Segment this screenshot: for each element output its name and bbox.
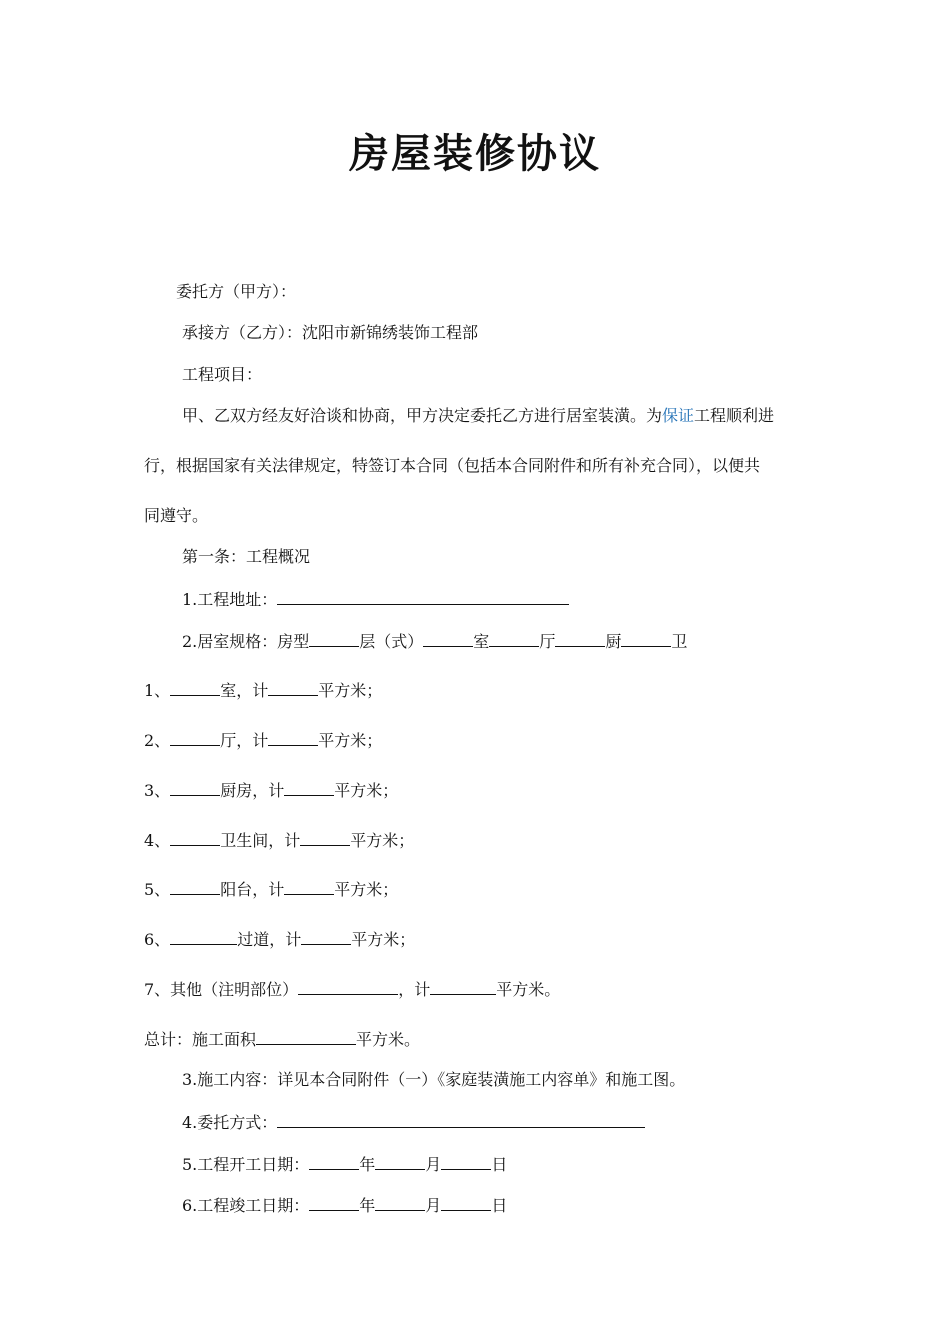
intro-line-3: 同遵守。 <box>144 506 209 525</box>
end-day-blank[interactable] <box>441 1194 491 1211</box>
room-unit: 平方米； <box>350 831 415 850</box>
client-line: 委托方（甲方）： <box>176 282 297 301</box>
document-title: 房屋装修协议 <box>349 130 601 177</box>
room-number: 1、 <box>144 681 171 700</box>
room-unit: 平方米； <box>318 731 383 750</box>
address-label: 1.工程地址： <box>182 590 278 609</box>
start-day-text: 日 <box>491 1155 508 1174</box>
spec-text-room: 室 <box>473 632 490 651</box>
end-date-label: 6.工程竣工日期： <box>182 1196 310 1215</box>
end-month-text: 月 <box>425 1196 442 1215</box>
room-count-blank[interactable] <box>170 928 237 945</box>
room-name: 室，计 <box>220 681 269 700</box>
intro-text-1: 甲、乙双方经友好洽谈和协商，甲方决定委托乙方进行居室装潢。为 <box>182 406 663 425</box>
room-unit: 平方米； <box>334 781 399 800</box>
room-area-blank[interactable] <box>284 878 334 895</box>
start-date-line <box>182 1153 507 1176</box>
total-label: 总计：施工面积 <box>144 1030 257 1049</box>
method-blank[interactable] <box>277 1111 645 1128</box>
room-count-blank[interactable] <box>170 779 220 796</box>
method-line <box>182 1111 645 1134</box>
intro-text-2: 工程顺利进 <box>694 406 775 425</box>
spec-text-floor: 层（式） <box>359 632 424 651</box>
address-blank[interactable] <box>277 588 569 605</box>
room-name: 厨房，计 <box>220 781 285 800</box>
room-name: 卫生间，计 <box>220 831 301 850</box>
contractor-line: 承接方（乙方）：沈阳市新锦绣装饰工程部 <box>182 323 479 342</box>
end-day-text: 日 <box>491 1196 508 1215</box>
room-row-4 <box>144 829 414 852</box>
spec-blank-halls[interactable] <box>489 630 539 647</box>
spec-label: 2.居室规格：房型 <box>182 632 310 651</box>
room-unit: 平方米； <box>351 930 416 949</box>
spec-blank-kitchens[interactable] <box>555 630 605 647</box>
start-date-label: 5.工程开工日期： <box>182 1155 310 1174</box>
address-line <box>182 588 569 611</box>
other-label: 7、其他（注明部位） <box>144 980 299 999</box>
guarantee-link[interactable]: 保证 <box>662 406 695 425</box>
room-unit: 平方米； <box>318 681 383 700</box>
room-area-blank[interactable] <box>268 679 318 696</box>
room-name: 过道，计 <box>237 930 302 949</box>
room-area-blank[interactable] <box>300 829 350 846</box>
other-area-blank[interactable] <box>430 978 496 995</box>
room-number: 3、 <box>144 781 171 800</box>
start-day-blank[interactable] <box>441 1153 491 1170</box>
spec-text-kitchen: 厨 <box>605 632 622 651</box>
room-area-blank[interactable] <box>301 928 351 945</box>
room-row-6 <box>144 928 415 951</box>
intro-line-2: 行，根据国家有关法律规定，特签订本合同（包括本合同附件和所有补充合同），以便共 <box>144 456 761 475</box>
room-row-1 <box>144 679 382 702</box>
room-row-3 <box>144 779 398 802</box>
total-unit: 平方米。 <box>356 1030 421 1049</box>
method-label: 4.委托方式： <box>182 1113 278 1132</box>
project-line: 工程项目： <box>182 365 263 384</box>
room-count-blank[interactable] <box>170 829 220 846</box>
other-unit: 平方米。 <box>496 980 561 999</box>
end-month-blank[interactable] <box>375 1194 425 1211</box>
room-unit: 平方米； <box>334 880 399 899</box>
other-row <box>144 978 560 1001</box>
spec-blank-baths[interactable] <box>621 630 671 647</box>
room-number: 2、 <box>144 731 171 750</box>
start-month-blank[interactable] <box>375 1153 425 1170</box>
room-number: 6、 <box>144 930 171 949</box>
spec-line <box>182 630 687 653</box>
room-area-blank[interactable] <box>284 779 334 796</box>
room-row-5 <box>144 878 398 901</box>
intro-line-1 <box>182 405 774 427</box>
room-row-2 <box>144 729 382 752</box>
start-year-text: 年 <box>359 1155 376 1174</box>
room-count-blank[interactable] <box>170 679 220 696</box>
end-year-text: 年 <box>359 1196 376 1215</box>
article-1-heading: 第一条：工程概况 <box>182 547 311 566</box>
room-name: 厅，计 <box>220 731 269 750</box>
room-count-blank[interactable] <box>170 729 220 746</box>
spec-blank-rooms[interactable] <box>423 630 473 647</box>
room-area-blank[interactable] <box>268 729 318 746</box>
room-name: 阳台，计 <box>220 880 285 899</box>
content-line: 3.施工内容：详见本合同附件（一）《家庭装潢施工内容单》和施工图。 <box>182 1070 686 1089</box>
other-mid: ，计 <box>398 980 431 999</box>
room-number: 4、 <box>144 831 171 850</box>
room-count-blank[interactable] <box>170 878 220 895</box>
spec-text-hall: 厅 <box>539 632 556 651</box>
end-year-blank[interactable] <box>309 1194 359 1211</box>
total-row <box>144 1028 420 1051</box>
start-year-blank[interactable] <box>309 1153 359 1170</box>
spec-text-bath: 卫 <box>671 632 688 651</box>
spec-blank-type[interactable] <box>309 630 359 647</box>
total-area-blank[interactable] <box>256 1028 356 1045</box>
end-date-line <box>182 1194 507 1217</box>
start-month-text: 月 <box>425 1155 442 1174</box>
room-number: 5、 <box>144 880 171 899</box>
other-part-blank[interactable] <box>298 978 398 995</box>
